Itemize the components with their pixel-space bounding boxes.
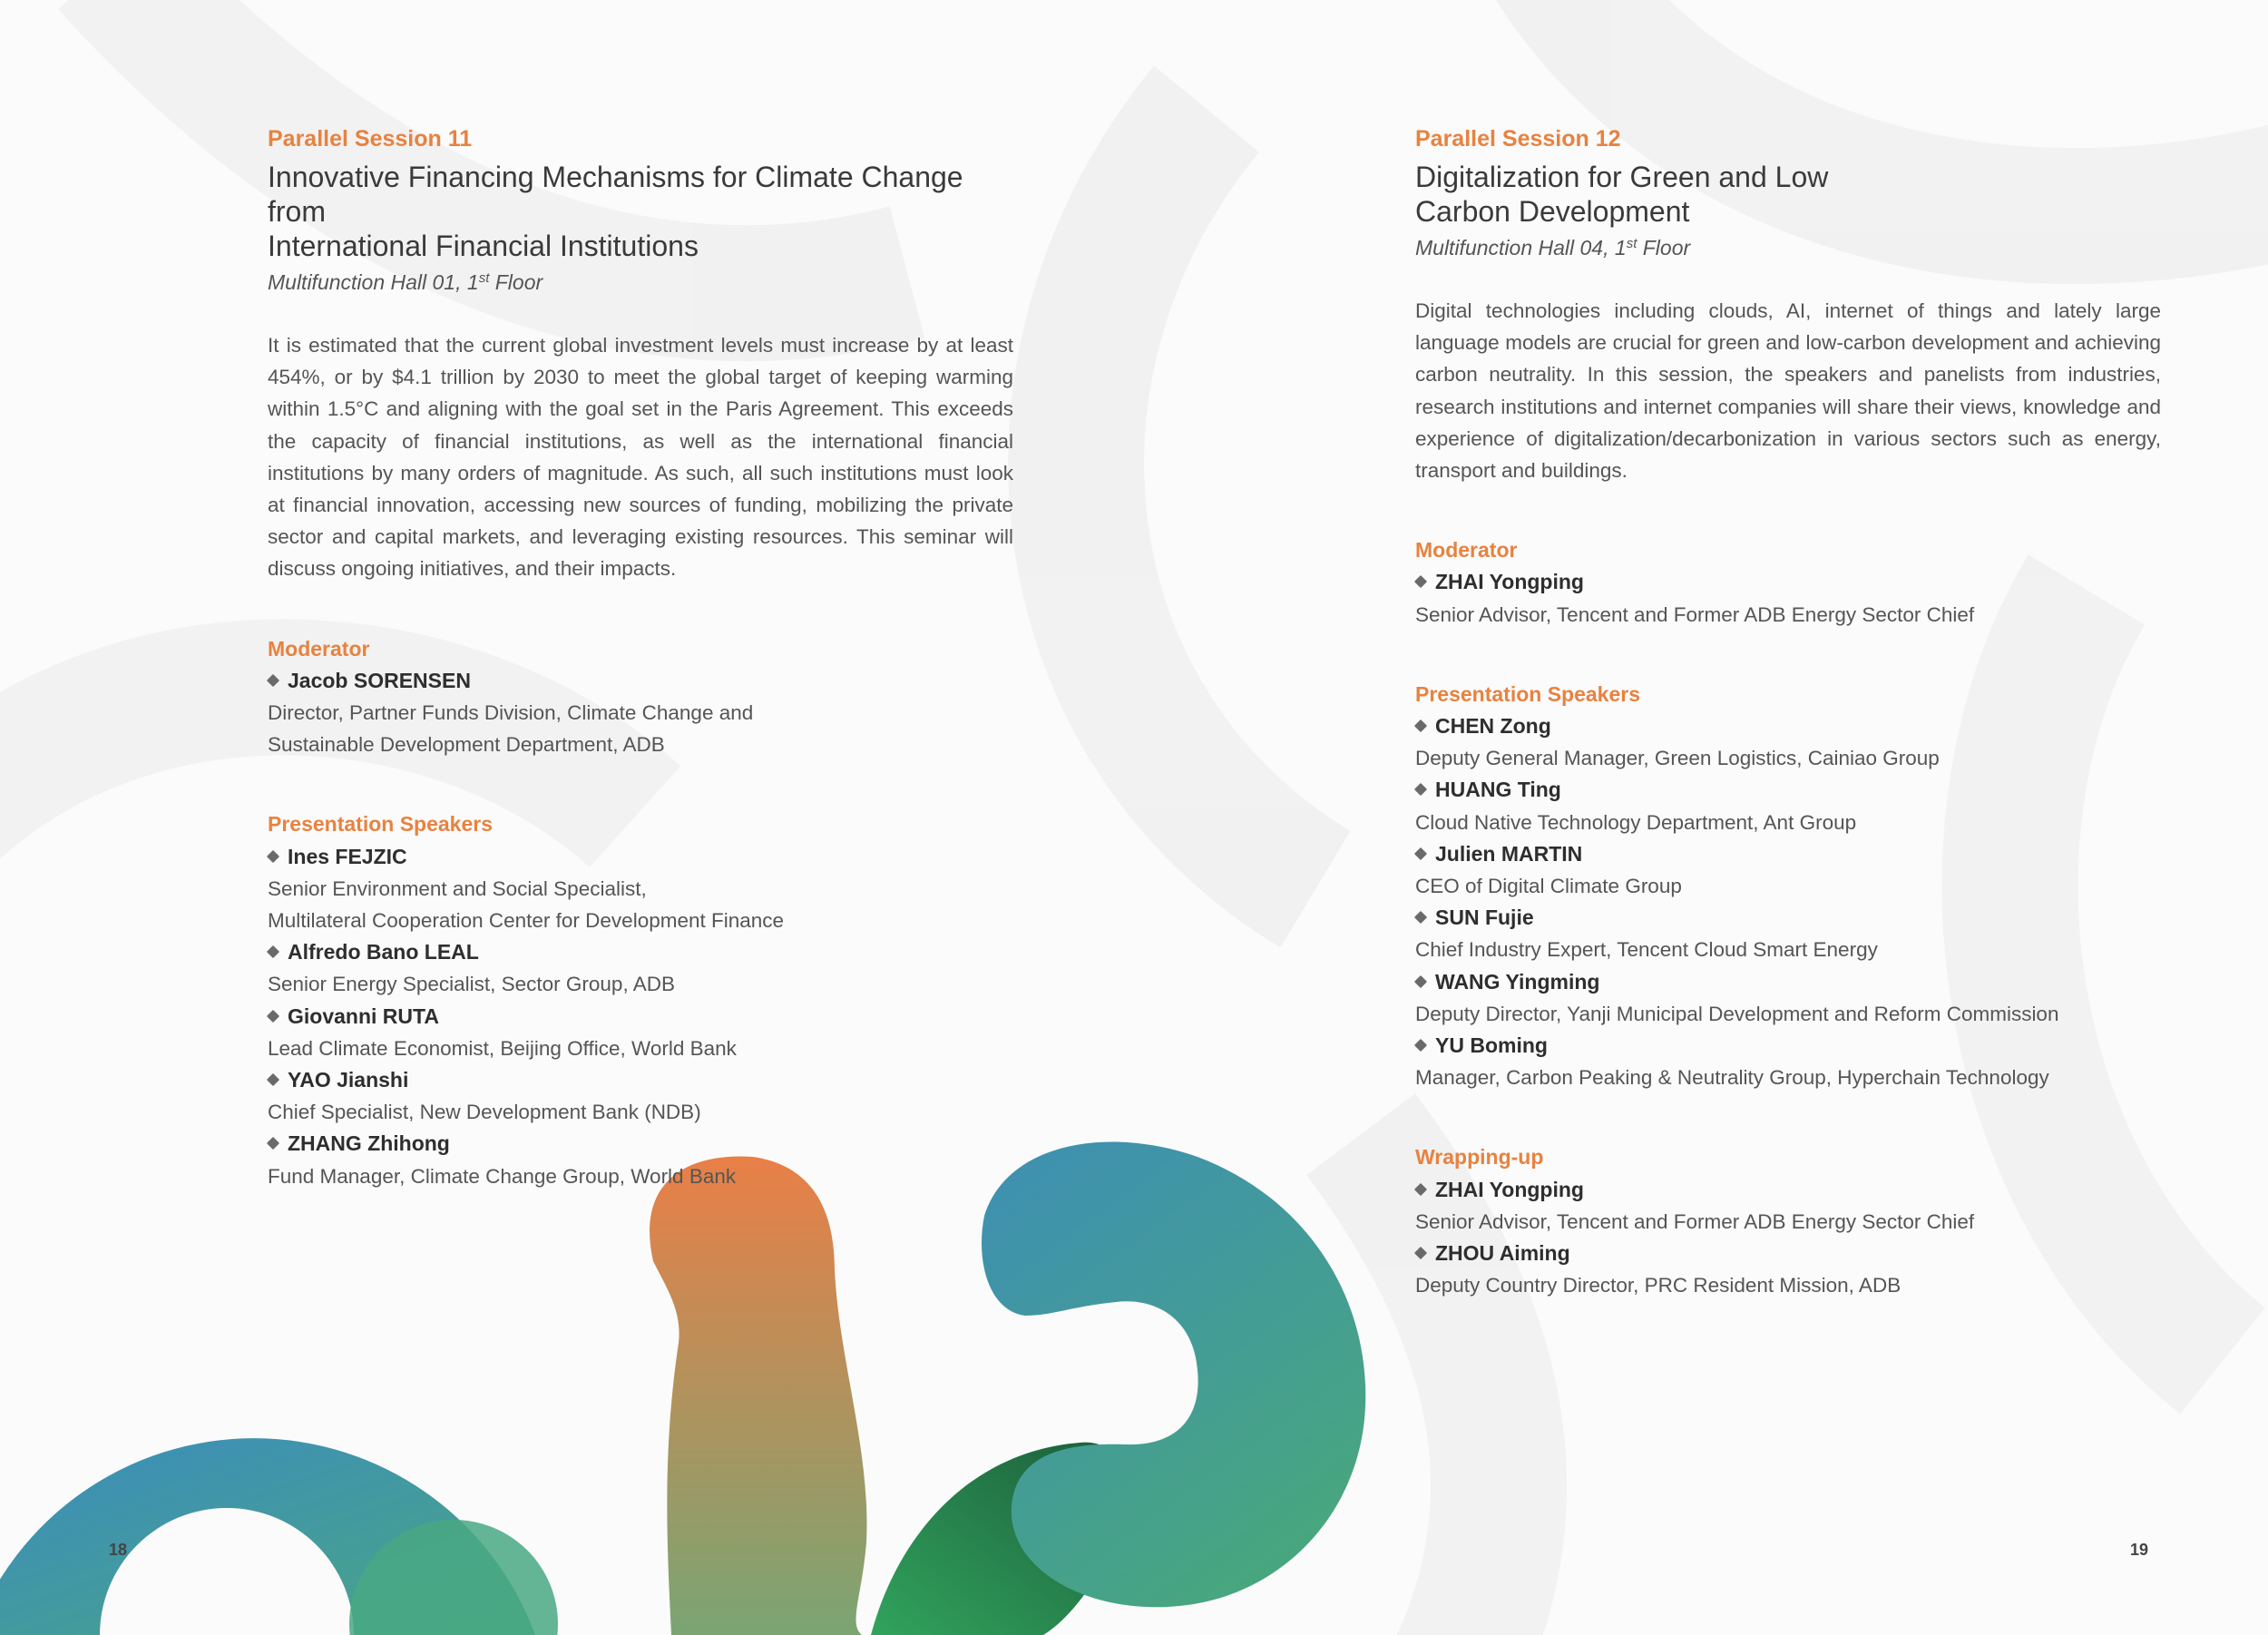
speaker-role: Sustainable Development Department, ADB [268,733,665,757]
diamond-bullet-icon [1414,847,1427,860]
speaker-role: Deputy Director, Yanji Municipal Development and Reform Commission [1415,1002,2059,1025]
speaker-role: Senior Environment and Social Specialist, [268,876,647,900]
speaker-name [1415,966,2161,998]
diamond-bullet-icon [267,1010,279,1023]
venue-floor: Floor [1637,236,1691,259]
session-venue [268,269,1013,296]
speaker-name-text: YAO Jianshi [288,1068,409,1092]
speaker-name-text: HUANG Ting [1435,778,1561,802]
speaker-name [1415,902,2161,934]
session-title-line: Innovative Financing Mechanisms for Climate Change from [268,161,963,228]
page-number-left: 18 [109,1541,128,1559]
diamond-bullet-icon [1414,1039,1427,1052]
speaker-role: Multilateral Cooperation Center for Development Finance [268,909,785,933]
speaker-role: CEO of Digital Climate Group [1415,875,1682,898]
speaker-name [268,936,1013,968]
diamond-bullet-icon [1414,575,1427,588]
speaker-name [1415,774,2161,806]
speaker-section [268,808,1013,1191]
section-heading: Presentation Speakers [1415,681,1641,706]
speaker-name-text: ZHOU Aiming [1435,1241,1570,1266]
session-sections [268,633,1013,1192]
speaker-name-text: Alfredo Bano LEAL [288,940,479,964]
speaker-name-text: WANG Yingming [1435,969,1600,994]
diamond-bullet-icon [1414,1183,1427,1196]
speaker-name-text: CHEN Zong [1435,714,1551,739]
speaker-name-text: Giovanni RUTA [288,1004,439,1028]
speaker-name-text: ZHANG Zhihong [288,1131,450,1156]
speaker-name [1415,838,2161,870]
session-description: It is estimated that the current global investment levels must increase by at least 454%, or by $4.1 trillion by 2030 to meet the global target of keeping warming within 1.5°C and aligning with the goal set in the Paris Agreement. This exceeds the capacity of financial institutions, as well as the international financial institutions by many orders of magnitude. As such, all such institutions must look at financial innovation, accessing new sources of funding, mobilizing the private sector and capital markets, and leveraging existing resources. This seminar will discuss ongoing initiatives, and their impacts. [268,334,1013,581]
session-title-line: Carbon Development [1415,195,1690,228]
speaker-name [268,841,1013,873]
speaker-section [1415,534,2161,631]
speaker-role: Director, Partner Funds Division, Climate Change and [268,701,754,725]
session-description: Digital technologies including clouds, AI, internet of things and lately large language models are crucial for green and low-carbon development and achieving carbon neutrality. In this session, the speakers and panelists from industries, research institutions and internet companies will share their views, knowledge and experience of digitalization/decarbonization in various sectors such as energy, transport and buildings. [1415,299,2161,483]
speaker-name-text: YU Boming [1435,1033,1548,1058]
venue-ordinal: st [478,270,490,286]
session-title-line: Digitalization for Green and Low [1415,161,1829,193]
venue-ordinal: st [1626,236,1637,251]
speaker-name-text: Julien MARTIN [1435,841,1583,866]
session-label: Parallel Session 12 [1415,126,1621,152]
speaker-name [268,1001,1013,1033]
session-label: Parallel Session 11 [268,126,473,152]
speaker-role: Deputy General Manager, Green Logistics, Cainiao Group [1415,747,1940,770]
diamond-bullet-icon [267,945,279,958]
session-title [1415,160,2161,229]
speaker-role: Lead Climate Economist, Beijing Office, World Bank [268,1036,737,1060]
diamond-bullet-icon [267,1137,279,1150]
venue-text: Multifunction Hall 04, 1 [1415,236,1627,259]
speaker-name [1415,1238,2161,1269]
diamond-bullet-icon [1414,975,1427,988]
section-heading: Moderator [268,636,370,661]
diamond-bullet-icon [1414,783,1427,796]
speaker-name-text: Ines FEJZIC [288,844,407,868]
speaker-name [1415,1174,2161,1206]
venue-floor: Floor [489,270,543,294]
speaker-name [1415,1030,2161,1062]
speaker-role: Deputy Country Director, PRC Resident Mission, ADB [1415,1274,1901,1297]
speaker-name [1415,710,2161,742]
speaker-role: Senior Advisor, Tencent and Former ADB Energy Sector Chief [1415,602,1975,626]
speaker-section [1415,1141,2161,1301]
speaker-role: Chief Industry Expert, Tencent Cloud Smart Energy [1415,938,1878,962]
session-venue [1415,234,2161,261]
session-11-column [268,125,1013,1192]
diamond-bullet-icon [267,850,279,863]
speaker-name-text: ZHAI Yongping [1435,570,1584,594]
session-12-column [1415,125,2161,1301]
diamond-bullet-icon [1414,911,1427,924]
speaker-role: Senior Advisor, Tencent and Former ADB Energy Sector Chief [1415,1209,1975,1233]
speaker-role: Manager, Carbon Peaking & Neutrality Group, Hyperchain Technology [1415,1066,2049,1090]
speaker-role: Fund Manager, Climate Change Group, World Bank [268,1164,737,1188]
speaker-section [268,633,1013,761]
section-heading: Wrapping-up [1415,1145,1544,1170]
speaker-name [268,1128,1013,1160]
speaker-name-text: Jacob SORENSEN [288,668,471,692]
diamond-bullet-icon [267,1073,279,1086]
diamond-bullet-icon [1414,1247,1427,1259]
diamond-bullet-icon [1414,720,1427,732]
session-sections [1415,534,2161,1301]
speaker-name [268,1064,1013,1096]
section-heading: Moderator [1415,538,1518,563]
speaker-name [268,665,1013,697]
diamond-bullet-icon [267,674,279,687]
session-title [268,160,1013,263]
speaker-role: Chief Specialist, New Development Bank (NDB) [268,1101,701,1124]
speaker-section [1415,679,2161,1094]
speaker-role: Senior Energy Specialist, Sector Group, ADB [268,973,675,996]
speaker-name [1415,566,2161,598]
venue-text: Multifunction Hall 01, 1 [268,270,479,294]
speaker-role: Cloud Native Technology Department, Ant Group [1415,810,1857,834]
speaker-name-text: ZHAI Yongping [1435,1177,1584,1201]
section-heading: Presentation Speakers [268,812,494,837]
speaker-name-text: SUN Fujie [1435,906,1534,930]
page-number-right: 19 [2130,1541,2149,1559]
session-title-line: International Financial Institutions [268,230,699,262]
